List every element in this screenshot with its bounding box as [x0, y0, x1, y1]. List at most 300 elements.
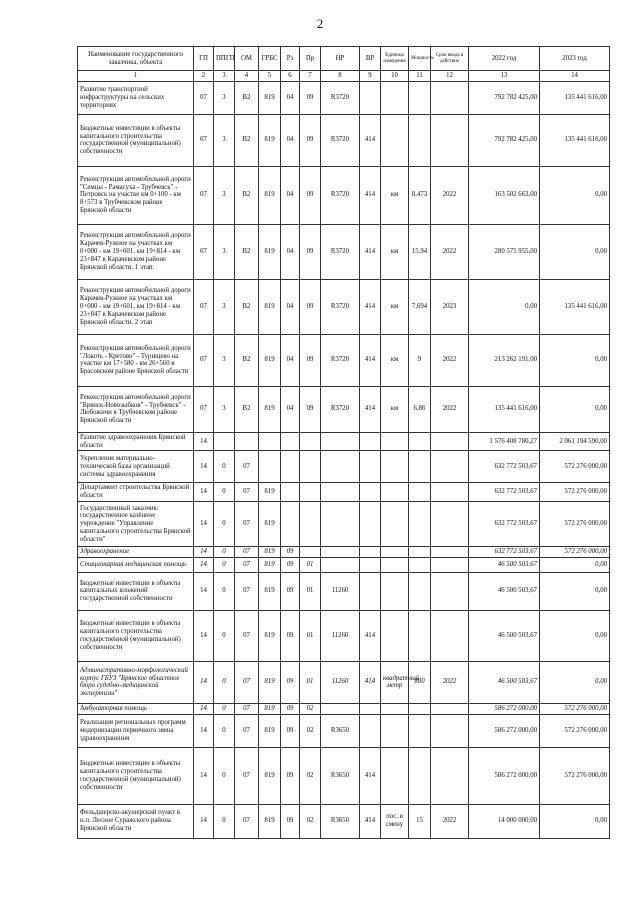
cell-unit [381, 81, 409, 114]
cell-term [431, 451, 469, 483]
cell-grbs [259, 432, 281, 451]
cell-2022: 632 772 503,67 [469, 502, 540, 547]
cell-gp: 07 [194, 81, 214, 114]
cell-2022: 792 782 425,00 [469, 114, 540, 166]
cell-grbs: 819 [259, 334, 281, 386]
cell-2023: 0,00 [540, 804, 610, 838]
cell-name: Реконструкция автомобильной дороги "Брянск-Новозыбков" - Трубчевск" - Любожичи в Трубчевском районе Брянской области [78, 386, 194, 432]
cell-om: 07 [235, 804, 259, 838]
cell-nr [321, 703, 360, 714]
cell-2022: 46 500 503,67 [469, 572, 540, 610]
cell-ppgp: 3 [214, 81, 235, 114]
cell-pr: 09 [300, 81, 321, 114]
table-row [78, 334, 610, 386]
cell-capacity [409, 747, 431, 804]
cell-gp: 14 [194, 703, 214, 714]
header-term: Срок ввода в действие [431, 47, 469, 71]
header-om: ОМ [235, 47, 259, 71]
cell-name: Амбулаторная помощь [78, 703, 194, 714]
cell-capacity: 8,473 [409, 166, 431, 224]
cell-2023: 135 441 616,00 [540, 81, 610, 114]
cell-gp: 14 [194, 610, 214, 661]
cell-unit [381, 432, 409, 451]
cell-vr: 414 [360, 610, 381, 661]
cell-gp: 14 [194, 432, 214, 451]
header-number: 13 [469, 71, 540, 82]
cell-vr: 414 [360, 661, 381, 703]
cell-om: 07 [235, 703, 259, 714]
cell-capacity: 6,86 [409, 386, 431, 432]
cell-capacity [409, 502, 431, 547]
cell-2022: 586 272 000,00 [469, 747, 540, 804]
cell-om: В2 [235, 334, 259, 386]
cell-pr [300, 451, 321, 483]
cell-om: В2 [235, 81, 259, 114]
cell-vr: 414 [360, 114, 381, 166]
cell-rz [281, 483, 300, 502]
cell-grbs: 819 [259, 661, 281, 703]
cell-rz [281, 502, 300, 547]
cell-2022: 1 576 408 780,27 [469, 432, 540, 451]
cell-ppgp: 3 [214, 166, 235, 224]
cell-nr [321, 502, 360, 547]
cell-om: 07 [235, 557, 259, 572]
cell-vr [360, 572, 381, 610]
cell-unit [381, 547, 409, 558]
cell-unit: пос. в смену [381, 804, 409, 838]
cell-nr [321, 483, 360, 502]
cell-ppgp: 0 [214, 661, 235, 703]
cell-unit [381, 714, 409, 747]
cell-2023: 0,00 [540, 334, 610, 386]
cell-capacity [409, 557, 431, 572]
table-row [78, 279, 610, 334]
cell-grbs: 819 [259, 483, 281, 502]
cell-2023: 572 276 000,00 [540, 451, 610, 483]
cell-name: Фельдшерско-акушерский пункт в н.п. Лесное Суражского района Брянской области [78, 804, 194, 838]
cell-gp: 14 [194, 502, 214, 547]
cell-rz: 09 [281, 804, 300, 838]
cell-pr: 01 [300, 557, 321, 572]
cell-pr: 09 [300, 334, 321, 386]
cell-grbs: 819 [259, 166, 281, 224]
cell-ppgp: 0 [214, 703, 235, 714]
cell-capacity [409, 714, 431, 747]
cell-unit: км [381, 224, 409, 279]
table-row [78, 114, 610, 166]
cell-ppgp: 3 [214, 114, 235, 166]
cell-nr [321, 451, 360, 483]
cell-rz: 04 [281, 81, 300, 114]
cell-grbs: 819 [259, 386, 281, 432]
cell-ppgp: 0 [214, 714, 235, 747]
table-row [78, 451, 610, 483]
cell-ppgp: 3 [214, 224, 235, 279]
cell-ppgp: 0 [214, 483, 235, 502]
cell-nr [321, 557, 360, 572]
cell-name: Стационарная медицинская помощь [78, 557, 194, 572]
cell-nr: R3720 [321, 81, 360, 114]
cell-grbs: 819 [259, 114, 281, 166]
cell-gp: 14 [194, 747, 214, 804]
cell-2023: 572 276 000,00 [540, 502, 610, 547]
cell-rz: 04 [281, 114, 300, 166]
header-number: 4 [235, 71, 259, 82]
header-number: 6 [281, 71, 300, 82]
cell-ppgp: 3 [214, 334, 235, 386]
cell-capacity [409, 451, 431, 483]
cell-gp: 07 [194, 334, 214, 386]
cell-2022: 280 575 955,00 [469, 224, 540, 279]
cell-unit: км [381, 334, 409, 386]
table-row [78, 703, 610, 714]
cell-grbs: 819 [259, 279, 281, 334]
cell-unit [381, 572, 409, 610]
cell-2022: 135 441 616,00 [469, 386, 540, 432]
cell-name: Развитие транспортной инфраструктуры на сельских территориях [78, 81, 194, 114]
cell-2023: 2 061 194 590,00 [540, 432, 610, 451]
table-row [78, 714, 610, 747]
cell-vr [360, 502, 381, 547]
cell-vr: 414 [360, 224, 381, 279]
cell-unit [381, 703, 409, 714]
cell-grbs: 819 [259, 572, 281, 610]
cell-name: Бюджетные инвестиции в объекты капитального строительства государственной (муниципальной) собственности [78, 747, 194, 804]
cell-name: Бюджетные инвестиции в объекты капитального строительства государственной (муниципальной) собственности [78, 114, 194, 166]
table-row [78, 661, 610, 703]
cell-vr: 414 [360, 334, 381, 386]
cell-nr [321, 432, 360, 451]
cell-term [431, 557, 469, 572]
cell-unit: км [381, 279, 409, 334]
header-number: 7 [300, 71, 321, 82]
cell-rz: 09 [281, 747, 300, 804]
cell-rz: 09 [281, 703, 300, 714]
cell-grbs: 819 [259, 747, 281, 804]
header-number: 9 [360, 71, 381, 82]
cell-2023: 572 276 000,00 [540, 703, 610, 714]
cell-om: 07 [235, 714, 259, 747]
cell-name: Департамент строительства Брянской области [78, 483, 194, 502]
cell-vr [360, 432, 381, 451]
cell-grbs: 819 [259, 557, 281, 572]
cell-unit [381, 483, 409, 502]
cell-ppgp: 0 [214, 747, 235, 804]
cell-capacity: 15,94 [409, 224, 431, 279]
cell-2022: 0,00 [469, 279, 540, 334]
cell-om: В2 [235, 224, 259, 279]
cell-pr: 01 [300, 661, 321, 703]
cell-ppgp: 0 [214, 451, 235, 483]
cell-2023: 572 276 000,00 [540, 747, 610, 804]
cell-nr: R3720 [321, 166, 360, 224]
cell-grbs: 819 [259, 81, 281, 114]
table-row [78, 386, 610, 432]
cell-om: 07 [235, 661, 259, 703]
cell-unit [381, 114, 409, 166]
cell-vr [360, 81, 381, 114]
cell-vr: 414 [360, 386, 381, 432]
header-unit: Единица измерения [381, 47, 409, 71]
cell-pr [300, 432, 321, 451]
cell-term [431, 81, 469, 114]
cell-pr [300, 547, 321, 558]
cell-nr: 11260 [321, 610, 360, 661]
cell-grbs: 819 [259, 610, 281, 661]
cell-2022: 792 782 425,00 [469, 81, 540, 114]
cell-name: Бюджетные инвестиции в объекты капитальных вложений государственной собственности [78, 572, 194, 610]
cell-2022: 632 772 503,67 [469, 547, 540, 558]
cell-rz: 04 [281, 166, 300, 224]
header-name: Наименование государственного заказчика, объекта [78, 47, 194, 71]
table-row [78, 610, 610, 661]
cell-rz: 09 [281, 572, 300, 610]
header-numbers-row [78, 71, 610, 82]
cell-om: 07 [235, 610, 259, 661]
cell-nr: R3650 [321, 804, 360, 838]
cell-pr [300, 502, 321, 547]
cell-name: Здравоохранение [78, 547, 194, 558]
cell-rz: 04 [281, 386, 300, 432]
header-number: 5 [259, 71, 281, 82]
cell-nr: R3720 [321, 114, 360, 166]
cell-gp: 14 [194, 572, 214, 610]
cell-2022: 14 000 000,00 [469, 804, 540, 838]
cell-name: Административно-морфологический корпус ГБУЗ "Брянское областное бюро судебно-медицинской экспертизы" [78, 661, 194, 703]
page-number: 2 [316, 16, 324, 31]
cell-2023: 0,00 [540, 386, 610, 432]
cell-term [431, 547, 469, 558]
cell-rz [281, 432, 300, 451]
cell-vr [360, 714, 381, 747]
cell-ppgp: 0 [214, 610, 235, 661]
cell-2023: 572 276 000,00 [540, 714, 610, 747]
cell-capacity [409, 572, 431, 610]
cell-2023: 135 441 616,00 [540, 279, 610, 334]
cell-vr [360, 483, 381, 502]
header-row [78, 47, 610, 71]
header-number: 14 [540, 71, 610, 82]
cell-gp: 14 [194, 661, 214, 703]
table-row [78, 557, 610, 572]
cell-capacity [409, 114, 431, 166]
table-row [78, 432, 610, 451]
cell-name: Государственный заказчик: государственное казённое учреждение "Управление капитального строительства Брянской области" [78, 502, 194, 547]
cell-rz: 09 [281, 610, 300, 661]
cell-2022: 586 272 000,00 [469, 703, 540, 714]
cell-om: 07 [235, 572, 259, 610]
cell-gp: 14 [194, 547, 214, 558]
cell-pr: 02 [300, 804, 321, 838]
cell-vr [360, 703, 381, 714]
cell-nr: R3720 [321, 386, 360, 432]
cell-2022: 46 500 503,67 [469, 610, 540, 661]
cell-pr: 01 [300, 610, 321, 661]
cell-rz: 04 [281, 224, 300, 279]
cell-vr: 414 [360, 804, 381, 838]
cell-om: 07 [235, 483, 259, 502]
cell-name: Реализация региональных программ модернизации первичного звена здравоохранения [78, 714, 194, 747]
cell-om: В2 [235, 114, 259, 166]
cell-term: 2023 [431, 279, 469, 334]
cell-capacity [409, 703, 431, 714]
cell-ppgp: 0 [214, 502, 235, 547]
cell-grbs: 819 [259, 703, 281, 714]
cell-name: Бюджетные инвестиции в объекты капитального строительства государственной (муниципальной) собственности [78, 610, 194, 661]
cell-2022: 632 772 503,67 [469, 451, 540, 483]
cell-nr: 11260 [321, 661, 360, 703]
cell-pr: 09 [300, 386, 321, 432]
header-gp: ГП [194, 47, 214, 71]
cell-term [431, 114, 469, 166]
header-nr: НР [321, 47, 360, 71]
cell-2023: 135 441 616,00 [540, 114, 610, 166]
cell-rz: 09 [281, 547, 300, 558]
header-number: 2 [194, 71, 214, 82]
table-row [78, 804, 610, 838]
table-row [78, 547, 610, 558]
cell-rz: 09 [281, 714, 300, 747]
cell-ppgp: 0 [214, 804, 235, 838]
cell-gp: 14 [194, 557, 214, 572]
cell-term [431, 703, 469, 714]
header-rz: Рз [281, 47, 300, 71]
cell-gp: 07 [194, 386, 214, 432]
header-number: 1 [78, 71, 194, 82]
cell-term [431, 572, 469, 610]
cell-nr: R3720 [321, 279, 360, 334]
cell-unit: квадратный метр [381, 661, 409, 703]
cell-pr: 09 [300, 279, 321, 334]
cell-gp: 14 [194, 483, 214, 502]
cell-om [235, 432, 259, 451]
cell-nr: R3650 [321, 747, 360, 804]
cell-ppgp [214, 432, 235, 451]
cell-ppgp: 3 [214, 386, 235, 432]
table-row [78, 572, 610, 610]
cell-capacity [409, 547, 431, 558]
cell-term [431, 714, 469, 747]
cell-ppgp: 0 [214, 572, 235, 610]
cell-vr: 414 [360, 747, 381, 804]
cell-vr [360, 557, 381, 572]
cell-gp: 07 [194, 224, 214, 279]
cell-capacity [409, 432, 431, 451]
header-capacity: Мощность [409, 47, 431, 71]
cell-term: 2022 [431, 661, 469, 703]
cell-pr: 02 [300, 714, 321, 747]
header-ppgp: ППГП [214, 47, 235, 71]
cell-nr: R3650 [321, 714, 360, 747]
cell-2022: 213 262 191,00 [469, 334, 540, 386]
table-row [78, 81, 610, 114]
cell-rz [281, 451, 300, 483]
cell-term [431, 502, 469, 547]
cell-2022: 632 772 503,67 [469, 483, 540, 502]
cell-pr: 09 [300, 114, 321, 166]
cell-pr: 01 [300, 572, 321, 610]
cell-2023: 572 276 000,00 [540, 483, 610, 502]
cell-pr: 09 [300, 224, 321, 279]
cell-vr: 414 [360, 279, 381, 334]
cell-term: 2022 [431, 224, 469, 279]
cell-2023: 0,00 [540, 572, 610, 610]
table-row [78, 502, 610, 547]
cell-grbs: 819 [259, 502, 281, 547]
cell-nr: R3720 [321, 224, 360, 279]
cell-rz: 04 [281, 279, 300, 334]
cell-name: Развитие здравоохранения Брянской области [78, 432, 194, 451]
cell-2023: 0,00 [540, 610, 610, 661]
cell-capacity: 7,694 [409, 279, 431, 334]
cell-gp: 07 [194, 114, 214, 166]
cell-om: 07 [235, 451, 259, 483]
cell-2023: 0,00 [540, 224, 610, 279]
cell-term [431, 483, 469, 502]
cell-name: Реконструкция автомобильной дороги "Локоть - Кретово" - Турищево на участке км 17+580 - км 26+560 в Брасовском районе Брянской области [78, 334, 194, 386]
header-number: 11 [409, 71, 431, 82]
cell-vr [360, 547, 381, 558]
header-pr: Пр [300, 47, 321, 71]
header-number: 8 [321, 71, 360, 82]
cell-name: Реконструкция автомобильной дороги "Семцы - Рамасуха - Трубчевск" - Петровск на участке км 0+100 - км 8+573 в Трубчевском районе Брянской области [78, 166, 194, 224]
cell-2023: 0,00 [540, 166, 610, 224]
table-row [78, 166, 610, 224]
cell-term: 2022 [431, 166, 469, 224]
cell-capacity: 15 [409, 804, 431, 838]
cell-nr [321, 547, 360, 558]
table-row [78, 483, 610, 502]
cell-pr: 02 [300, 747, 321, 804]
cell-term: 2022 [431, 386, 469, 432]
cell-grbs: 819 [259, 714, 281, 747]
table-body [78, 81, 610, 838]
header-grbs: ГРБС [259, 47, 281, 71]
cell-unit [381, 747, 409, 804]
cell-2023: 572 276 000,00 [540, 547, 610, 558]
header-2022: 2022 год [469, 47, 540, 71]
cell-nr: R3720 [321, 334, 360, 386]
cell-gp: 07 [194, 279, 214, 334]
cell-om: В2 [235, 166, 259, 224]
cell-unit [381, 451, 409, 483]
cell-2022: 163 502 663,00 [469, 166, 540, 224]
cell-name: Укрепление материально-технической базы организаций системы здравоохранения [78, 451, 194, 483]
cell-gp: 14 [194, 714, 214, 747]
cell-capacity: 800 [409, 661, 431, 703]
cell-capacity: 9 [409, 334, 431, 386]
cell-unit [381, 557, 409, 572]
cell-rz: 04 [281, 334, 300, 386]
cell-ppgp: 0 [214, 547, 235, 558]
cell-gp: 14 [194, 804, 214, 838]
cell-nr: 11260 [321, 572, 360, 610]
cell-term [431, 747, 469, 804]
cell-rz: 09 [281, 661, 300, 703]
header-2023: 2023 год [540, 47, 610, 71]
cell-capacity [409, 610, 431, 661]
cell-name: Реконструкция автомобильной дороги Карачев-Ружное на участках км 0+000 - км 19+601, км 19+814 - км 23+847 в Карачевском районе Брянской области. 1 этап. [78, 224, 194, 279]
cell-2023: 0,00 [540, 557, 610, 572]
cell-pr: 02 [300, 703, 321, 714]
cell-term [431, 432, 469, 451]
cell-grbs: 819 [259, 804, 281, 838]
cell-term: 2022 [431, 804, 469, 838]
table-row [78, 224, 610, 279]
header-vr: ВР [360, 47, 381, 71]
cell-name: Реконструкция автомобильной дороги Карачев-Ружное на участках км 0+000 - км 19+601, км 19+814 - км 23+847 в Карачевском районе Брянской области. 2 этап [78, 279, 194, 334]
cell-om: 07 [235, 502, 259, 547]
